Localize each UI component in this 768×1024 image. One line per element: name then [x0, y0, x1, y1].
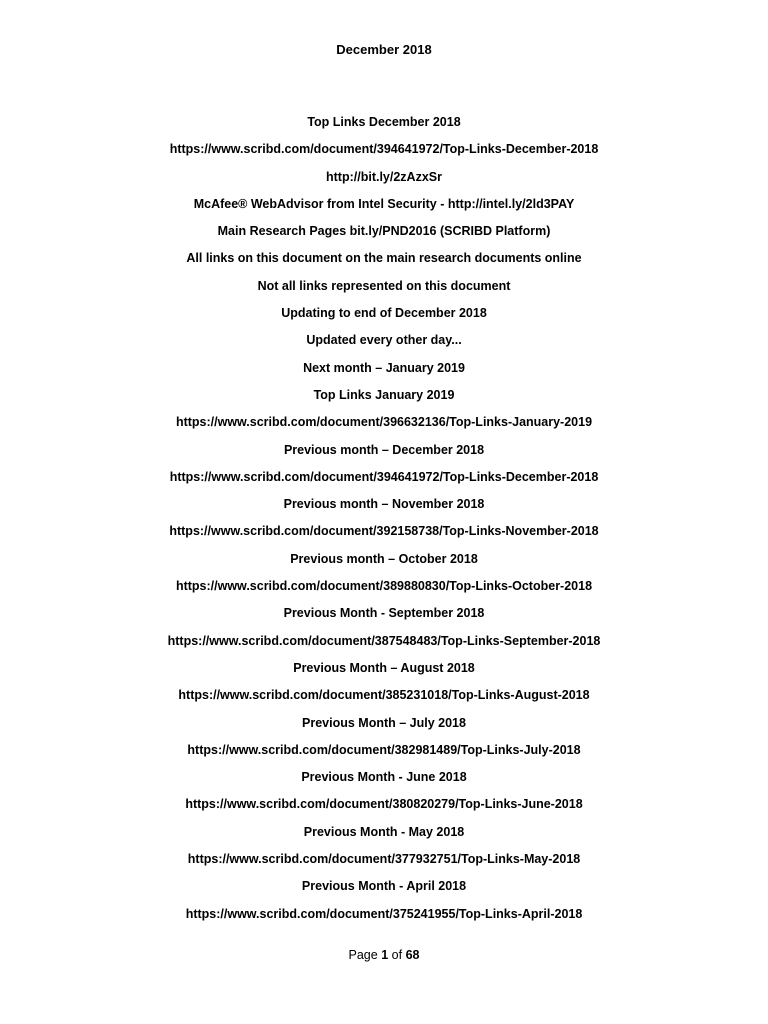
- document-link-line[interactable]: https://www.scribd.com/document/377932751/Top-Links-May-2018: [187, 852, 581, 867]
- document-link-line[interactable]: http://bit.ly/2zAzxSr: [326, 169, 442, 184]
- document-text-line: Main Research Pages bit.ly/PND2016 (SCRIBD Platform): [217, 224, 551, 239]
- footer-total-pages: 68: [405, 948, 420, 962]
- document-text-line: Previous Month – August 2018: [293, 660, 475, 675]
- document-link-line[interactable]: https://www.scribd.com/document/380820279/Top-Links-June-2018: [185, 797, 583, 812]
- document-text-line: Previous Month - May 2018: [303, 824, 465, 839]
- document-link-line[interactable]: https://www.scribd.com/document/382981489/Top-Links-July-2018: [187, 742, 581, 757]
- document-text-line: Updating to end of December 2018: [281, 306, 487, 321]
- document-text-line: Top Links December 2018: [307, 115, 461, 129]
- page-footer: [0, 947, 768, 963]
- document-link-line[interactable]: https://www.scribd.com/document/385231018/Top-Links-August-2018: [178, 688, 590, 703]
- document-link-line[interactable]: https://www.scribd.com/document/389880830/Top-Links-October-2018: [175, 579, 593, 594]
- document-text-line: Previous Month - April 2018: [301, 879, 467, 894]
- document-text-line: Previous Month - September 2018: [283, 606, 485, 621]
- document-link-line[interactable]: https://www.scribd.com/document/375241955/Top-Links-April-2018: [185, 906, 583, 921]
- document-text-line: McAfee® WebAdvisor from Intel Security - http://intel.ly/2ld3PAY: [193, 196, 575, 211]
- footer-current-page: 1: [381, 948, 389, 962]
- document-link-line[interactable]: https://www.scribd.com/document/394641972/Top-Links-December-2018: [169, 142, 599, 157]
- document-text-line: Not all links represented on this document: [257, 278, 511, 293]
- document-text-line: Previous Month – July 2018: [302, 715, 466, 730]
- document-text-line: Updated every other day...: [306, 333, 462, 348]
- document-link-line[interactable]: https://www.scribd.com/document/392158738/Top-Links-November-2018: [169, 524, 599, 539]
- document-text-line: Previous Month - June 2018: [301, 770, 467, 785]
- document-text-line: Previous month – November 2018: [283, 497, 485, 512]
- document-text-line: All links on this document on the main research documents online: [186, 251, 582, 266]
- document-link-line[interactable]: https://www.scribd.com/document/396632136/Top-Links-January-2019: [175, 415, 593, 430]
- footer-of-word: of: [391, 948, 403, 962]
- document-text-line: Previous month – December 2018: [283, 442, 485, 457]
- document-text-line: Next month – January 2019: [303, 360, 465, 375]
- page-header-title: December 2018: [336, 42, 432, 57]
- document-link-line[interactable]: https://www.scribd.com/document/387548483/Top-Links-September-2018: [167, 633, 601, 648]
- document-text-line: Top Links January 2019: [313, 387, 455, 402]
- footer-page-word: Page: [348, 948, 378, 962]
- document-text-line: Previous month – October 2018: [290, 551, 478, 566]
- document-body: [0, 114, 768, 933]
- document-link-line[interactable]: https://www.scribd.com/document/394641972/Top-Links-December-2018: [169, 469, 599, 484]
